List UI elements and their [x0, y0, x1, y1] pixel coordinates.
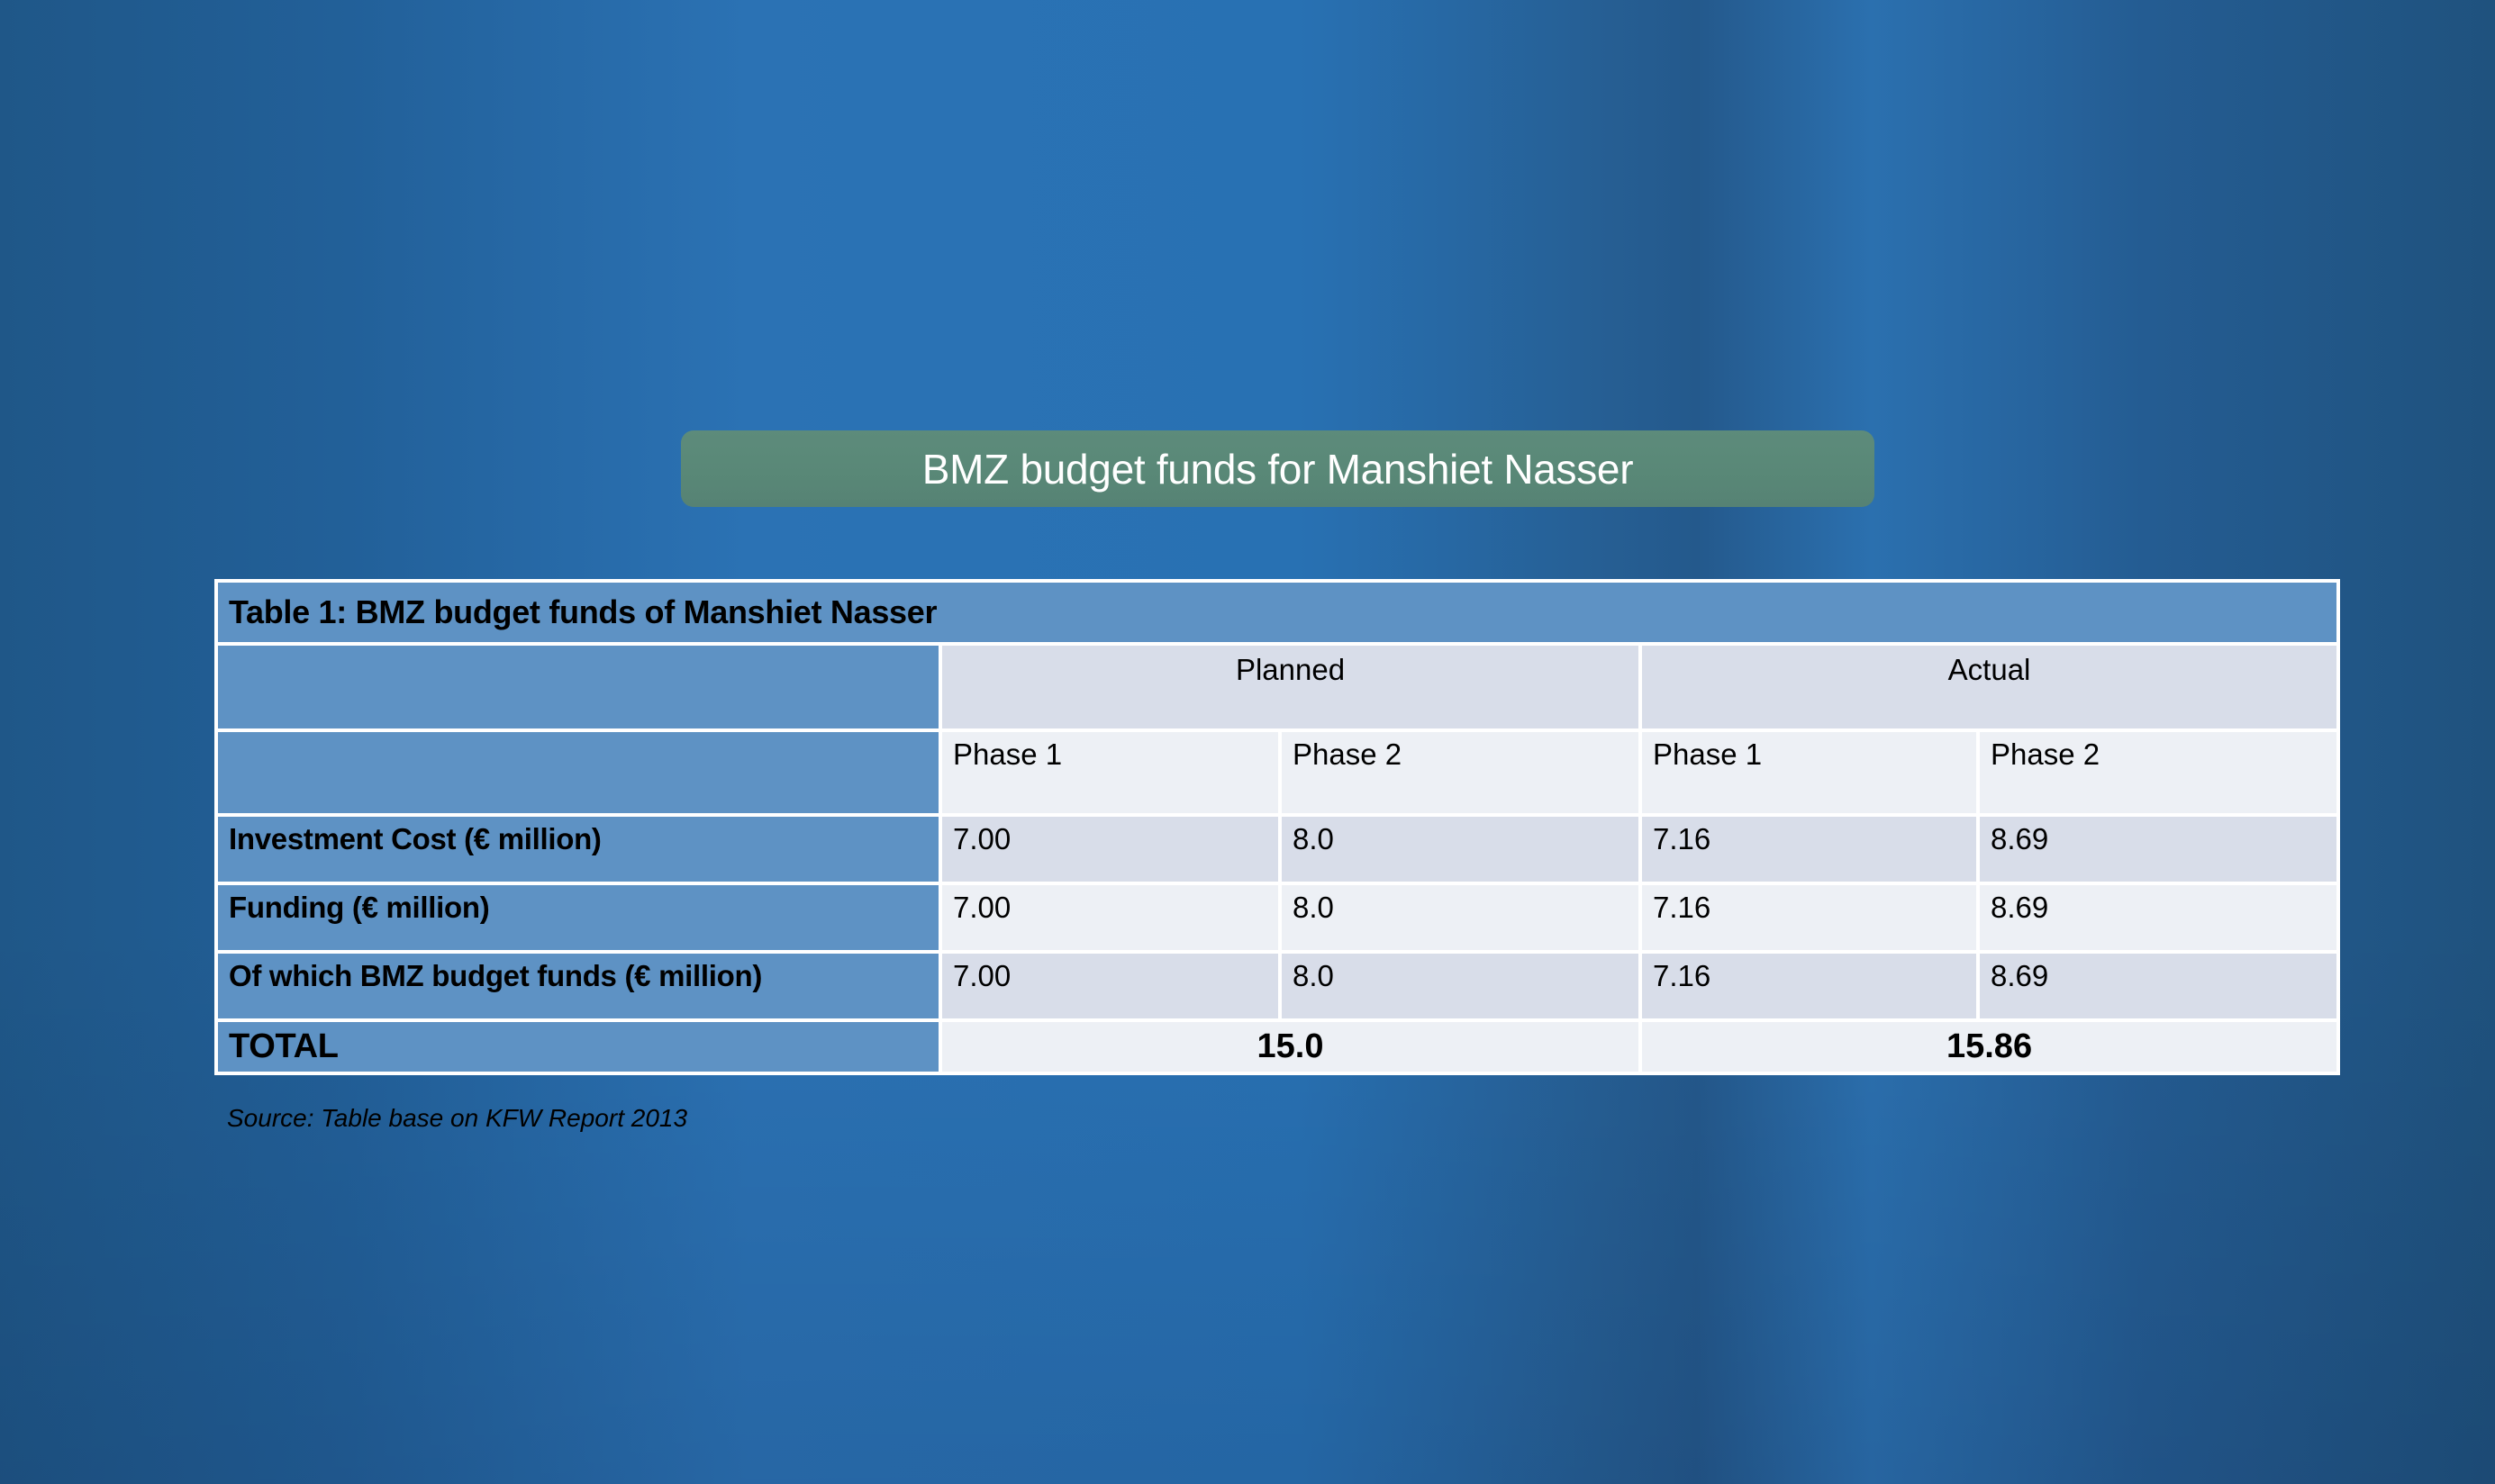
header-spacer-cell — [218, 732, 939, 813]
table-row-total — [218, 1022, 2336, 1072]
cell-value: 8.0 — [1282, 817, 1638, 882]
row-label: Investment Cost (€ million) — [218, 817, 939, 882]
table-row-funding — [218, 885, 2336, 950]
slide-title: BMZ budget funds for Manshiet Nasser — [921, 445, 1634, 493]
column-header-planned-phase2: Phase 2 — [1282, 732, 1638, 813]
column-group-planned: Planned — [942, 646, 1638, 728]
column-header-planned-phase1: Phase 1 — [942, 732, 1278, 813]
cell-value: 8.69 — [1980, 885, 2336, 950]
column-header-actual-phase2: Phase 2 — [1980, 732, 2336, 813]
cell-value: 8.69 — [1980, 954, 2336, 1018]
budget-table — [214, 579, 2340, 1075]
cell-value: 7.16 — [1642, 954, 1976, 1018]
cell-value: 7.00 — [942, 817, 1278, 882]
cell-value: 7.16 — [1642, 885, 1976, 950]
header-spacer-cell — [218, 646, 939, 728]
total-planned-value: 15.0 — [942, 1022, 1638, 1072]
column-group-actual: Actual — [1642, 646, 2336, 728]
cell-value: 8.0 — [1282, 885, 1638, 950]
cell-value: 7.00 — [942, 954, 1278, 1018]
title-banner — [681, 430, 1874, 507]
group-header-row — [218, 646, 2336, 728]
total-label: TOTAL — [218, 1022, 939, 1072]
source-note: Source: Table base on KFW Report 2013 — [227, 1104, 688, 1132]
row-label: Of which BMZ budget funds (€ million) — [218, 954, 939, 1018]
table-row-bmz-budget-funds — [218, 954, 2336, 1018]
total-actual-value: 15.86 — [1642, 1022, 2336, 1072]
table-title: Table 1: BMZ budget funds of Manshiet Nasser — [218, 583, 2336, 642]
column-header-actual-phase1: Phase 1 — [1642, 732, 1976, 813]
table-row-investment-cost — [218, 817, 2336, 882]
cell-value: 8.0 — [1282, 954, 1638, 1018]
cell-value: 8.69 — [1980, 817, 2336, 882]
cell-value: 7.16 — [1642, 817, 1976, 882]
table-title-row — [218, 583, 2336, 642]
cell-value: 7.00 — [942, 885, 1278, 950]
row-label: Funding (€ million) — [218, 885, 939, 950]
phase-header-row — [218, 732, 2336, 813]
